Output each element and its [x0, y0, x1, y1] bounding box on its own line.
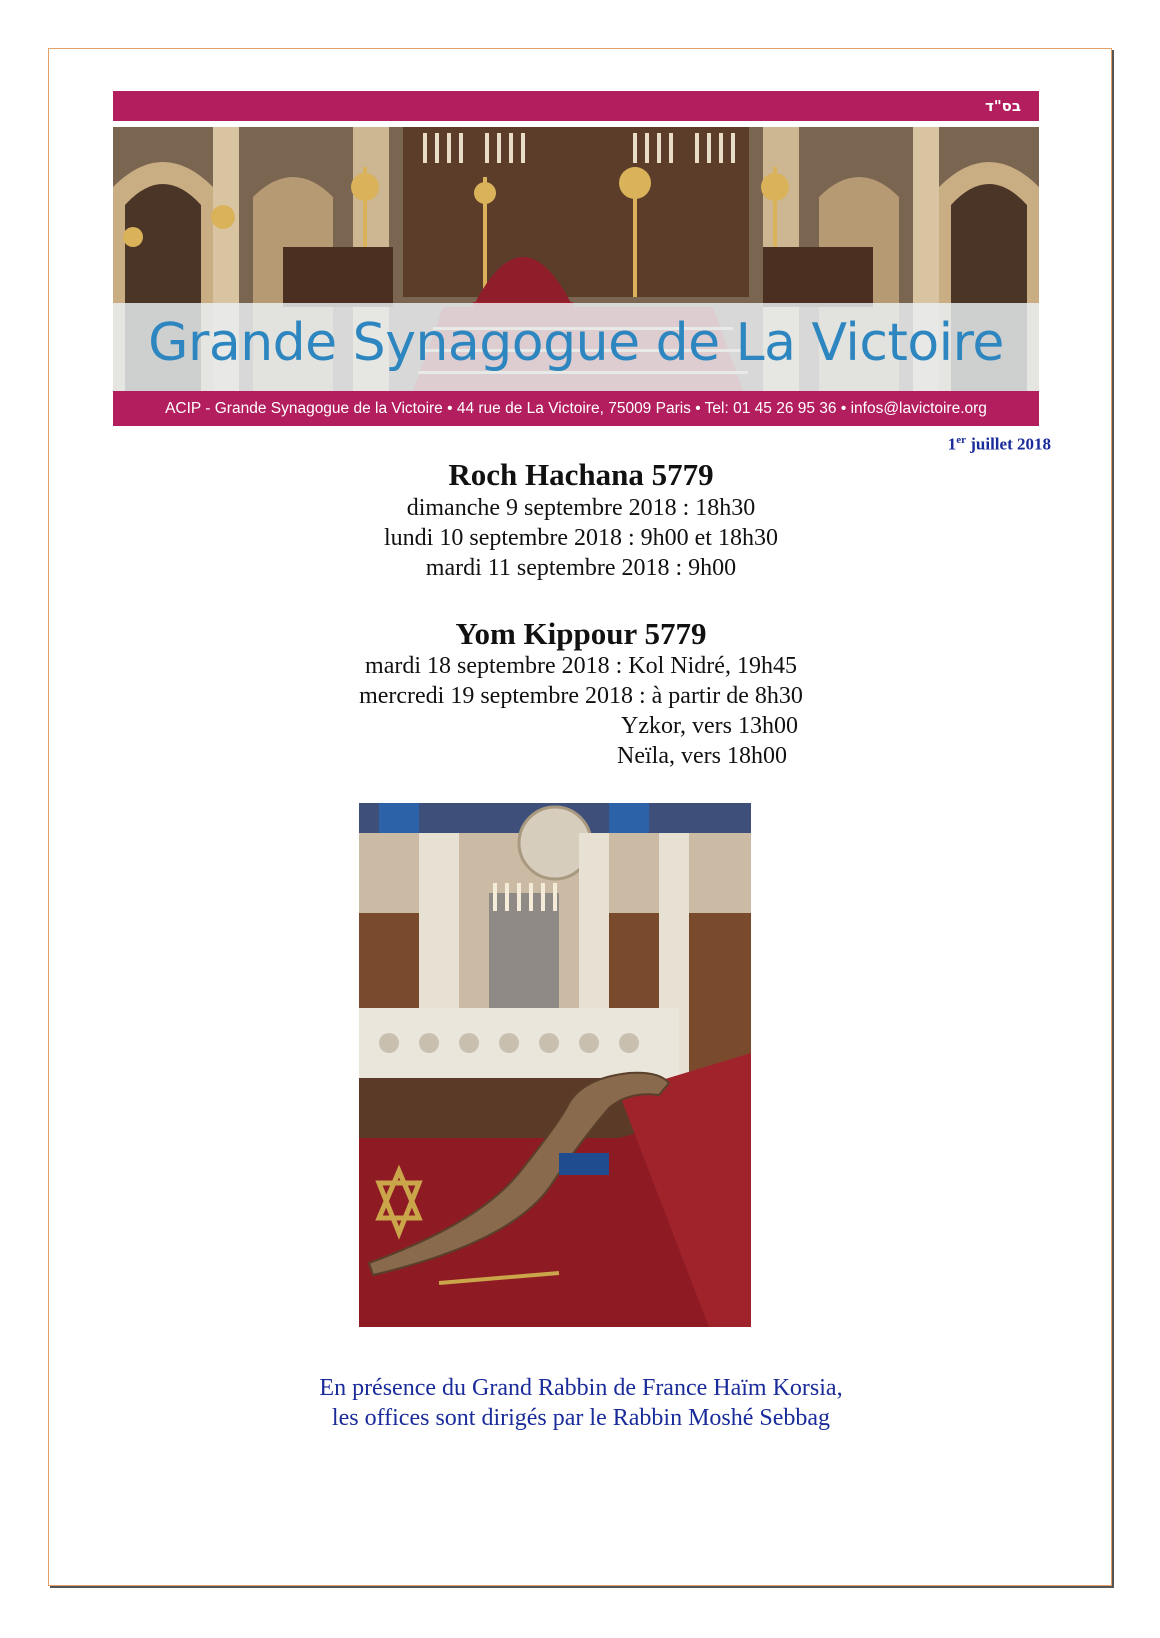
kippour-line-4: Neïla, vers 18h00 [617, 743, 787, 769]
roch-line-2: lundi 10 septembre 2018 : 9h00 et 18h30 [384, 525, 778, 551]
roch-hachana-title: Roch Hachana 5779 [448, 457, 714, 492]
hebrew-bar [113, 91, 1039, 121]
hebrew-text: בס"ד [985, 97, 1021, 115]
address-bar [113, 391, 1039, 426]
kippour-line-1: mardi 18 septembre 2018 : Kol Nidré, 19h45 [365, 653, 797, 679]
header-banner [113, 91, 1039, 426]
yom-kippour-title: Yom Kippour 5779 [455, 616, 707, 651]
footer-line-1: En présence du Grand Rabbin de France Haïm Korsia, [319, 1375, 843, 1401]
roch-line-1: dimanche 9 septembre 2018 : 18h30 [406, 495, 756, 521]
kippour-line-3: Yzkor, vers 13h00 [621, 713, 798, 739]
document-page [48, 48, 1112, 1586]
document-date: 1er juillet 2018 [947, 434, 1051, 454]
shofar-photo [359, 803, 751, 1327]
kippour-line-2: mercredi 19 septembre 2018 : à partir de 8h30 [359, 683, 803, 709]
roch-line-3: mardi 11 septembre 2018 : 9h00 [425, 555, 737, 581]
synagogue-name: Grande Synagogue de La Victoire [148, 313, 1004, 373]
address-text: ACIP - Grande Synagogue de la Victoire • 44 rue de La Victoire, 75009 Paris • Tel: 01 45 26 95 36 • infos@lavictoire.org [165, 400, 987, 417]
footer-line-2: les offices sont dirigés par le Rabbin Moshé Sebbag [331, 1405, 831, 1431]
